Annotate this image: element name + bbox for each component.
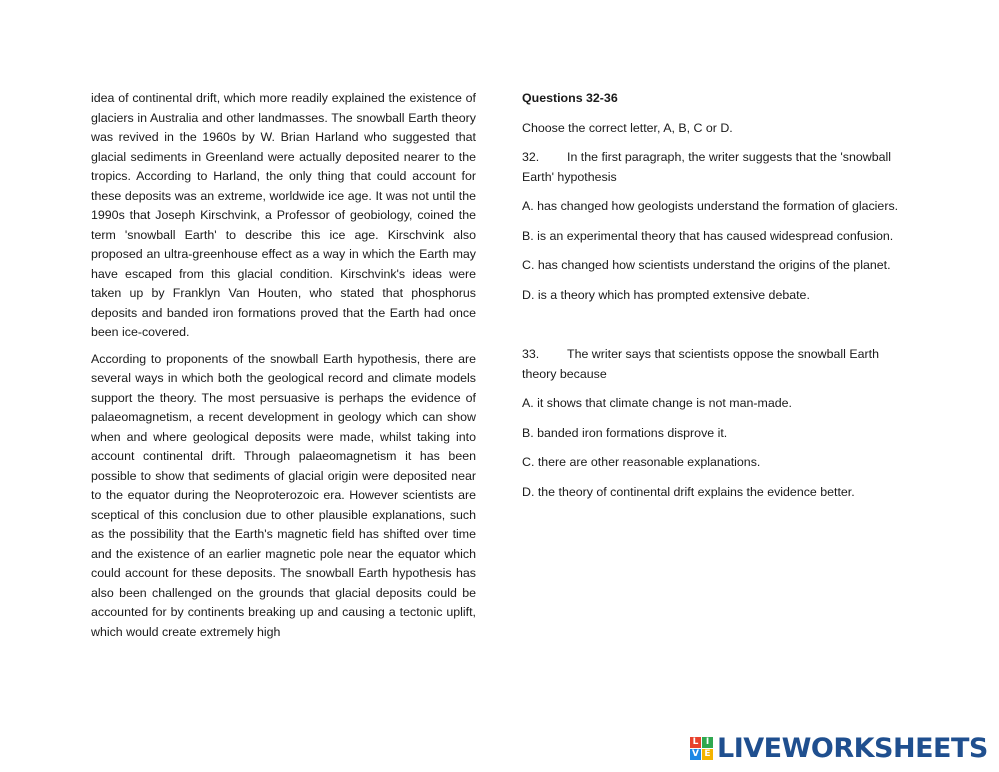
question-32-text: In the first paragraph, the writer suggests that the 'snowball Earth' hypothesis	[522, 150, 892, 184]
question-32	[522, 148, 912, 305]
logo-letter-i: I	[702, 737, 713, 748]
logo-letter-e: E	[702, 749, 713, 760]
question-33-stem	[522, 345, 912, 384]
question-32-stem	[522, 148, 912, 187]
reading-passage	[91, 89, 476, 649]
question-33-option-b[interactable]: B. banded iron formations disprove it.	[522, 425, 728, 440]
question-33	[522, 345, 912, 502]
question-33-text: The writer says that scientists oppose the snowball Earth theory because	[522, 347, 879, 381]
question-33-option-c[interactable]: C. there are other reasonable explanations.	[522, 455, 761, 469]
liveworksheets-brand[interactable]	[690, 731, 988, 765]
logo-letter-v: V	[690, 749, 701, 760]
questions-heading: Questions 32-36	[522, 91, 618, 105]
logo-letter-l: L	[690, 737, 701, 748]
question-33-number: 33.	[522, 347, 540, 361]
liveworksheets-wordmark: LIVEWORKSHEETS	[717, 732, 988, 764]
question-32-option-b[interactable]: B. is an experimental theory that has caused widespread confusion.	[522, 228, 894, 243]
question-33-option-a[interactable]: A. it shows that climate change is not man-made.	[522, 396, 792, 410]
question-32-option-c[interactable]: C. has changed how scientists understand the origins of the planet.	[522, 258, 891, 272]
liveworksheets-logo-icon	[690, 737, 713, 760]
question-32-option-a[interactable]: A. has changed how geologists understand the formation of glaciers.	[522, 199, 899, 213]
question-32-number: 32.	[522, 150, 540, 164]
passage-paragraph-1: idea of continental drift, which more readily explained the existence of glaciers in Australia and other landmasses. The snowball Earth theory was revived in the 1960s by W. Brian Harland who suggested that glacial sediments in Greenland were actually deposited nearer to the tropics. According to Harland, the only thing that could account for these deposits was an extreme, worldwide ice age. It was not until the 1990s that Joseph Kirschvink, a Professor of geobiology, coined the term 'snowball Earth' to describe this ice age. Kirschvink also proposed an ultra-greenhouse effect as a way in which the Earth may have escaped from this glacial condition. Kirschvink's ideas were taken up by Franklyn Van Houten, who stated that phosphorus deposits and banded iron formations proved that the Earth had once been ice-covered.	[91, 91, 476, 339]
questions-column	[522, 89, 912, 512]
question-32-option-d[interactable]: D. is a theory which has prompted extensive debate.	[522, 287, 810, 302]
question-33-option-d[interactable]: D. the theory of continental drift explains the evidence better.	[522, 484, 855, 499]
questions-instruction: Choose the correct letter, A, B, C or D.	[522, 120, 733, 135]
question-spacer	[522, 315, 912, 345]
passage-paragraph-2: According to proponents of the snowball Earth hypothesis, there are several ways in which both the geological record and climate models support the theory. The most persuasive is perhaps the evidence of palaeomagnetism, a recent development in geology which can show when and where geological deposits were made, whilst taking into account continental drift. Through palaeomagnetism it has been possible to show that sediments of glacial origin were deposited near to the equator during the Neoproterozoic era. However scientists are sceptical of this conclusion due to other plausible explanations, such as the possibility that the Earth's magnetic field has shifted over time and the existence of an earlier magnetic pole near the equator which could account for these deposits. The snowball Earth hypothesis has also been challenged on the grounds that glacial deposits could be accounted for by continents breaking up and causing a tectonic uplift, which would create extremely high	[91, 351, 476, 639]
